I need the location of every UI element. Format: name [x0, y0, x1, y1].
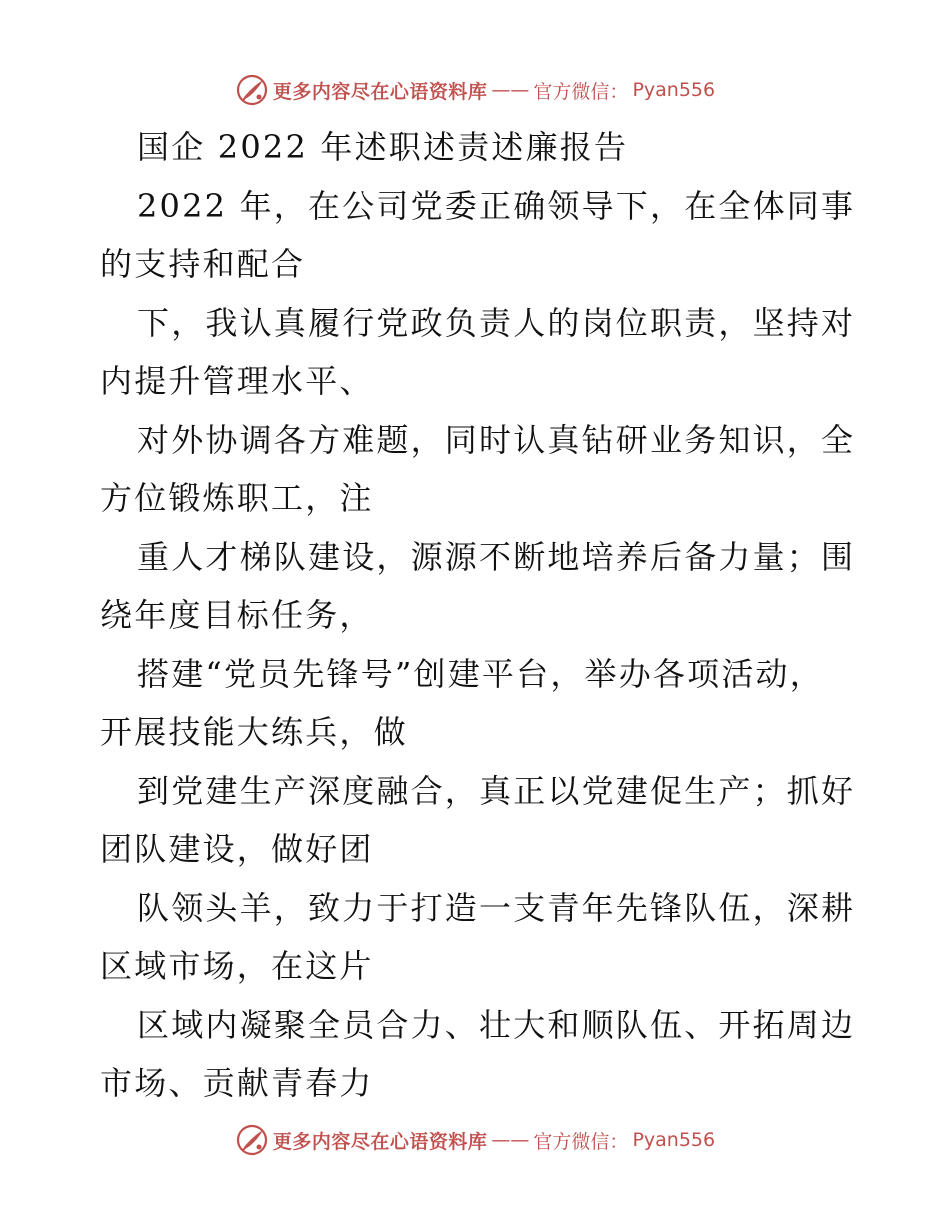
banner-wechat-id: Pyan556: [632, 79, 716, 101]
paragraph-line: 重人才梯队建设，源源不断地培养后备力量；围: [137, 537, 856, 576]
banner-separator: ——: [491, 1129, 530, 1151]
paragraph-line: 团队建设，做好团: [100, 830, 374, 868]
paragraph-line: 绕年度目标任务，: [100, 596, 374, 634]
banner-text: 更多内容尽在心语资料库: [272, 80, 488, 103]
banner-wechat-label: 官方微信：: [533, 80, 629, 103]
paragraph-line: 队领头羊，致力于打造一支青年先锋队伍，深耕: [137, 888, 856, 927]
paragraph-line: 搭建“党员先锋号”创建平台，举办各项活动，: [137, 654, 824, 693]
quill-pen-circle-icon: [235, 73, 269, 107]
banner-wechat-label: 官方微信：: [533, 1130, 629, 1153]
paragraph-line: 区域内凝聚全员合力、壮大和顺队伍、开拓周边: [137, 1005, 856, 1044]
paragraph-line: 方位锻炼职工，注: [100, 479, 374, 517]
paragraph-line: 对外协调各方难题，同时认真钻研业务知识，全: [137, 420, 856, 459]
banner-wechat-id: Pyan556: [632, 1129, 716, 1151]
document-body: [100, 118, 855, 1113]
paragraph-line: 区域市场，在这片: [100, 947, 374, 985]
banner-text: 更多内容尽在心语资料库: [272, 1130, 488, 1153]
footer-banner[interactable]: [0, 1120, 950, 1160]
quill-pen-circle-icon: [235, 1123, 269, 1157]
header-banner[interactable]: [0, 70, 950, 110]
banner-separator: ——: [491, 79, 530, 101]
paragraph-line: 到党建生产深度融合，真正以党建促生产；抓好: [137, 771, 856, 810]
paragraph-line: 开展技能大练兵，做: [100, 713, 408, 751]
paragraph-line: 2022 年，在公司党委正确领导下，在全体同事: [137, 186, 856, 225]
paragraph-line: 的支持和配合: [100, 245, 306, 283]
paragraph-line: 下，我认真履行党政负责人的岗位职责，坚持对: [137, 303, 856, 342]
paragraph-line: 内提升管理水平、: [100, 362, 374, 400]
paragraph-line: 市场、贡献青春力: [100, 1064, 374, 1102]
document-title: 国企 2022 年述职述责述廉报告: [137, 128, 629, 166]
